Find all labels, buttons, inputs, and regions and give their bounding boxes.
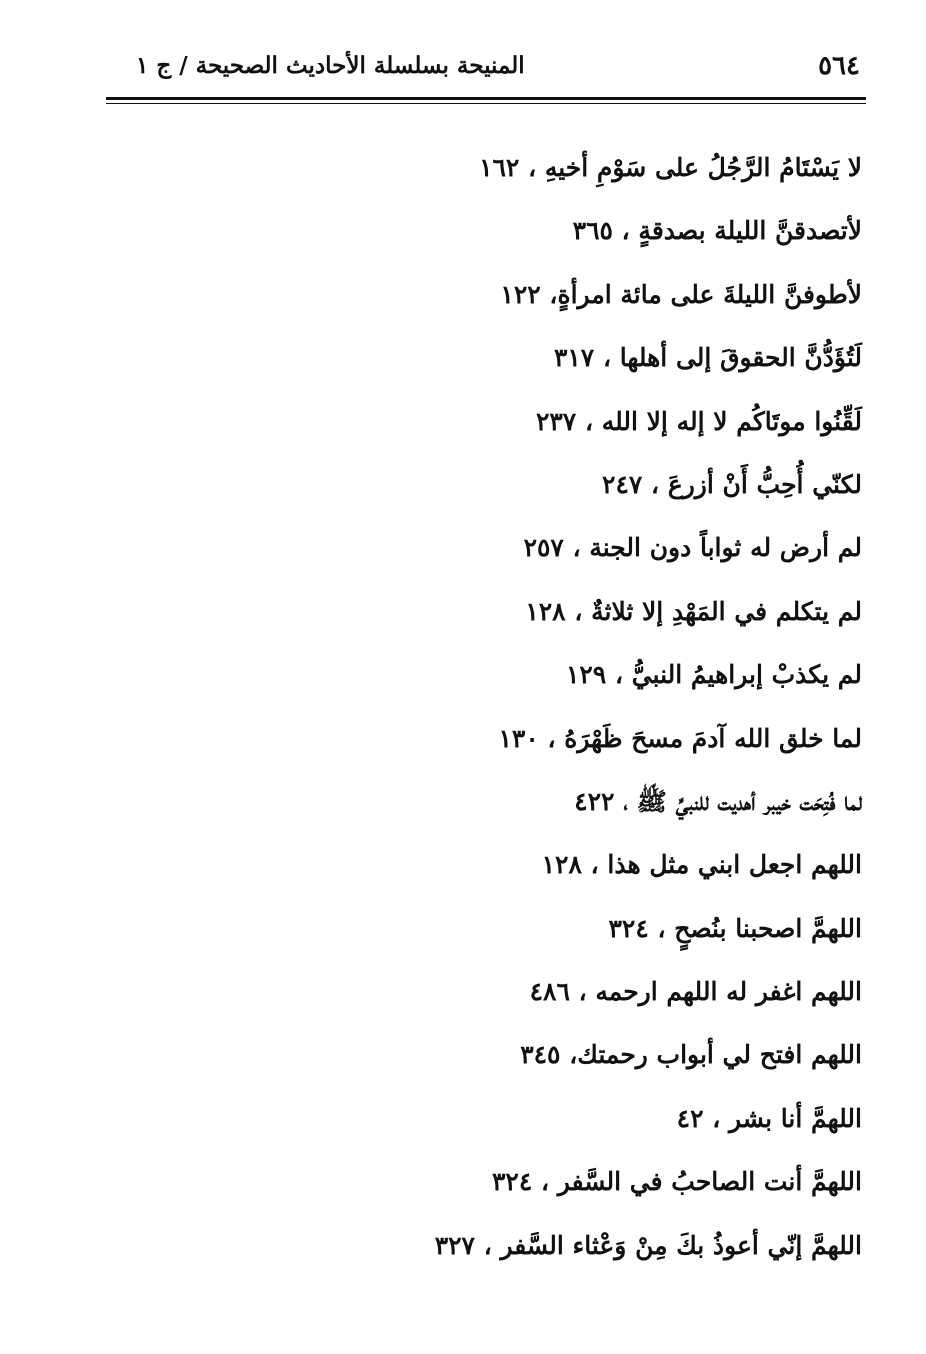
index-entry: لأطوفنَّ الليلةَ على مائة امرأةٍ، ١٢٢ bbox=[500, 279, 862, 309]
index-entry: اللهمَّ إنّي أعوذُ بكَ مِنْ وَعْثاء السَّفر ، ٣٢٧ bbox=[434, 1230, 862, 1260]
index-entry: لَتُؤَدُّنَّ الحقوقَ إلى أهلها ، ٣١٧ bbox=[553, 343, 862, 373]
index-entry: لا يَسْتَامُ الرَّجُلُ على سَوْمِ أخيهِ ، ١٦٢ bbox=[479, 153, 862, 182]
index-entry: لأتصدقنَّ الليلة بصدقةٍ ، ٣٦٥ bbox=[572, 216, 862, 246]
index-entry: لما خلق الله آدمَ مسحَ ظَهْرَهُ ، ١٣٠ bbox=[498, 723, 862, 753]
hadith-index-list bbox=[102, 136, 862, 1277]
index-entry: اللهم افتح لي أبواب رحمتك، ٣٤٥ bbox=[520, 1040, 862, 1070]
page-number: ٥٦٤ bbox=[818, 51, 860, 81]
index-entry: لم يكذبْ إبراهيمُ النبيُّ ، ١٢٩ bbox=[565, 660, 862, 690]
book-title: المنيحة بسلسلة الأحاديث الصحيحة / ج ١ bbox=[136, 52, 525, 79]
index-entry: لما فُتِحَت خيبر أهديت للنبيِّ ﷺ ، ٤٢٢ bbox=[574, 786, 862, 816]
index-entry: اللهمَّ أنت الصاحبُ في السَّفر ، ٣٢٤ bbox=[492, 1167, 862, 1197]
index-entry: اللهمَّ أنا بشر ، ٤٢ bbox=[676, 1103, 862, 1133]
index-entry: اللهمَّ اصحبنا بنُصحٍ ، ٣٢٤ bbox=[608, 913, 862, 943]
index-entry: اللهم اغفر له اللهم ارحمه ، ٤٨٦ bbox=[529, 977, 862, 1007]
header-rule-thick bbox=[106, 97, 866, 100]
index-entry: لم يتكلم في المَهْدِ إلا ثلاثةٌ ، ١٢٨ bbox=[525, 596, 862, 626]
index-entry: لكنّي أُحِبُّ أَنْ أزرعَ ، ٢٤٧ bbox=[602, 469, 862, 499]
header-rule-thin bbox=[106, 103, 866, 104]
index-entry: اللهم اجعل ابني مثل هذا ، ١٢٨ bbox=[541, 850, 862, 880]
index-entry: لَقِّنُوا موتَاكُم لا إله إلا الله ، ٢٣٧ bbox=[535, 406, 862, 436]
page-header bbox=[108, 46, 864, 86]
index-entry: لم أرض له ثواباً دون الجنة ، ٢٥٧ bbox=[523, 533, 862, 563]
